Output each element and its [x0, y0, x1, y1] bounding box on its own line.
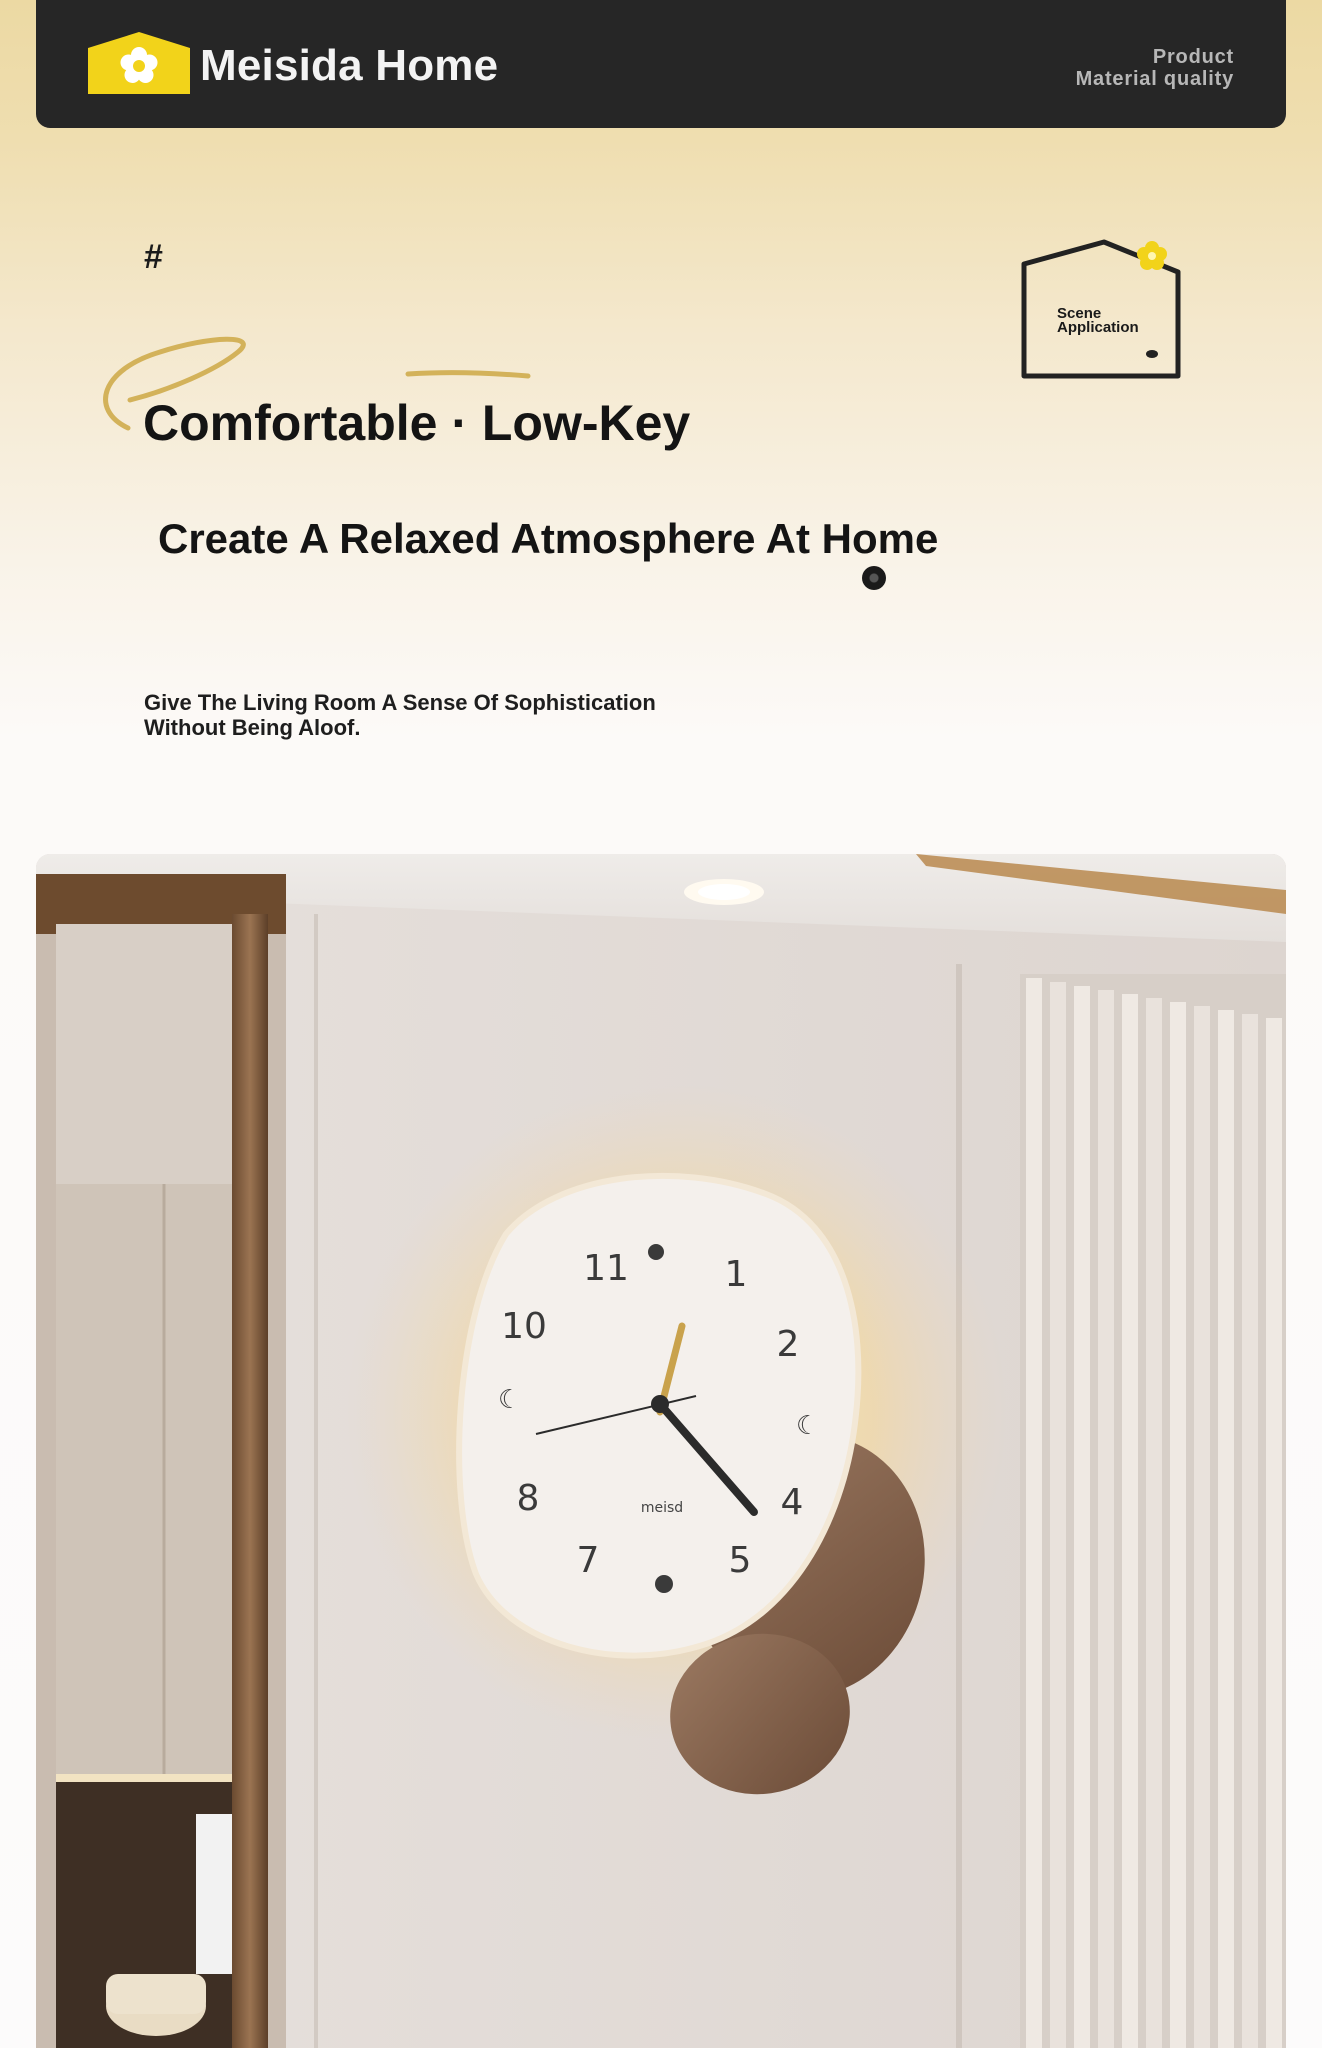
- brand-name: Meisida Home: [200, 41, 499, 90]
- clock-numeral-4: 4: [780, 1482, 804, 1523]
- clock-center-pin: [651, 1395, 669, 1413]
- description-text: [144, 690, 704, 740]
- scene-label: Scene: [1057, 305, 1102, 322]
- hash-mark: #: [144, 238, 163, 276]
- clock-numeral-7: 7: [576, 1540, 600, 1581]
- application-label: Application: [1057, 319, 1139, 336]
- clock-marker-9: ☾: [498, 1385, 522, 1415]
- clock-numeral-11: 11: [583, 1248, 629, 1289]
- fluted-wall-panel: [1020, 974, 1286, 2048]
- clock-marker-6: [655, 1575, 673, 1593]
- description-line-1: Give The Living Room A Sense Of Sophistication: [144, 690, 656, 715]
- headline-primary: Comfortable · Low-Key: [143, 395, 691, 451]
- headline-secondary: Create A Relaxed Atmosphere At Home: [158, 515, 939, 562]
- header-product-label: Product: [1152, 46, 1234, 68]
- clock-numeral-8: 8: [516, 1478, 540, 1519]
- product-scene-photo: [36, 854, 1286, 2048]
- scene-house-badge-icon: [1018, 230, 1184, 382]
- description-line-2: Without Being Aloof.: [144, 715, 361, 740]
- header-right-text: [1076, 46, 1234, 90]
- clock-numeral-1: 1: [724, 1254, 748, 1295]
- dot-icon: [862, 566, 886, 590]
- clock-brand-mark: meisd: [640, 1500, 684, 1516]
- header-material-label: Material quality: [1075, 68, 1234, 90]
- house-flower-logo-icon: [88, 32, 190, 94]
- clock-numeral-10: 10: [501, 1306, 547, 1347]
- scene-application-label: [1057, 307, 1139, 335]
- clock-numeral-5: 5: [728, 1540, 752, 1581]
- living-room-scene-illustration: [36, 854, 1286, 2048]
- header-bar: [36, 0, 1286, 128]
- clock-numeral-2: 2: [776, 1324, 800, 1365]
- clock-marker-3: ☾: [796, 1411, 820, 1441]
- clock-marker-12: [648, 1244, 664, 1260]
